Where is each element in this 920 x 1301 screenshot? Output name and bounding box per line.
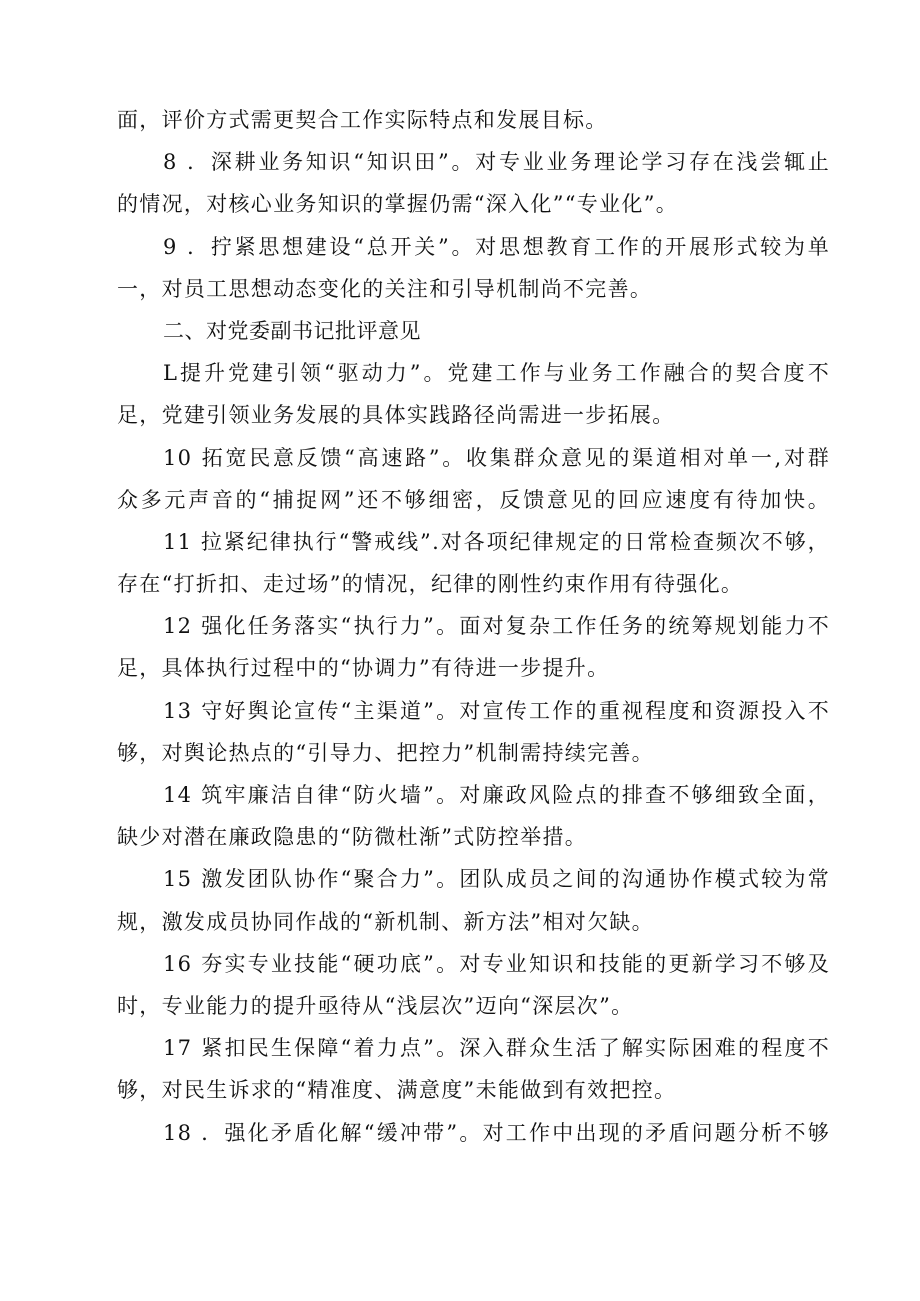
text-line-10: 众多元声音的“捕捉网”还不够细密，反馈意见的回应速度有待加快。 — [117, 487, 830, 512]
text-line-25: 18 ．强化矛盾化解“缓冲带”。对工作中出现的矛盾问题分析不够 — [163, 1120, 830, 1145]
text-line-18: 缺少对潜在廉政隐患的“防微杜渐”式防控举措。 — [117, 825, 588, 850]
document-body — [117, 99, 830, 1154]
text-line-5: 一，对员工思想动态变化的关注和引导机制尚不完善。 — [117, 276, 653, 301]
text-line-1: 面，评价方式需更契合工作实际特点和发展目标。 — [117, 108, 608, 132]
text-line-15: 13 守好舆论宣传“主渠道”。对宣传工作的重视程度和资源投入不 — [163, 698, 830, 723]
text-line-11: 11 拉紧纪律执行“警戒线”.对各项纪律规定的日常检查频次不够， — [163, 529, 830, 554]
text-line-12: 存在“打折扣、走过场”的情况，纪律的刚性约束作用有待强化。 — [117, 572, 744, 597]
text-line-22: 时，专业能力的提升亟待从“浅层次”迈向“深层次”。 — [117, 993, 634, 1018]
text-line-24: 够，对民生诉求的“精准度、满意度”未能做到有效把控。 — [117, 1078, 677, 1103]
text-line-23: 17 紧扣民生保障“着力点”。深入群众生活了解实际困难的程度不 — [163, 1036, 830, 1061]
text-line-9: 10 拓宽民意反馈“高速路”。收集群众意见的渠道相对单一,对群 — [163, 445, 830, 470]
text-line-7: L提升党建引领“驱动力”。党建工作与业务工作融合的契合度不 — [163, 361, 830, 386]
section-heading: 二、对党委副书记批评意见 — [163, 318, 421, 343]
text-line-3: 的情况，对核心业务知识的掌握仍需“深入化”“专业化”。 — [117, 192, 679, 217]
text-line-8: 足，党建引领业务发展的具体实践路径尚需进一步拓展。 — [117, 403, 675, 428]
text-line-20: 规，激发成员协同作战的“新机制、新方法”相对欠缺。 — [117, 909, 654, 934]
text-line-4: 9 ．拧紧思想建设“总开关”。对思想教育工作的开展形式较为单 — [163, 234, 830, 259]
text-line-17: 14 筑牢廉洁自律“防火墙”。对廉政风险点的排查不够细致全面， — [163, 783, 830, 807]
text-line-21: 16 夯实专业技能“硬功底”。对专业知识和技能的更新学习不够及 — [163, 951, 830, 976]
text-line-16: 够，对舆论热点的“引导力、把控力”机制需持续完善。 — [117, 740, 654, 765]
text-line-13: 12 强化任务落实“执行力”。面对复杂工作任务的统筹规划能力不 — [163, 614, 830, 639]
text-line-14: 足，具体执行过程中的“协调力”有待进一步提升。 — [117, 656, 610, 681]
text-line-2: 8 ．深耕业务知识“知识田”。对专业业务理论学习存在浅尝辄止 — [163, 150, 830, 175]
text-line-19: 15 激发团队协作“聚合力”。团队成员之间的沟通协作模式较为常 — [163, 867, 830, 892]
